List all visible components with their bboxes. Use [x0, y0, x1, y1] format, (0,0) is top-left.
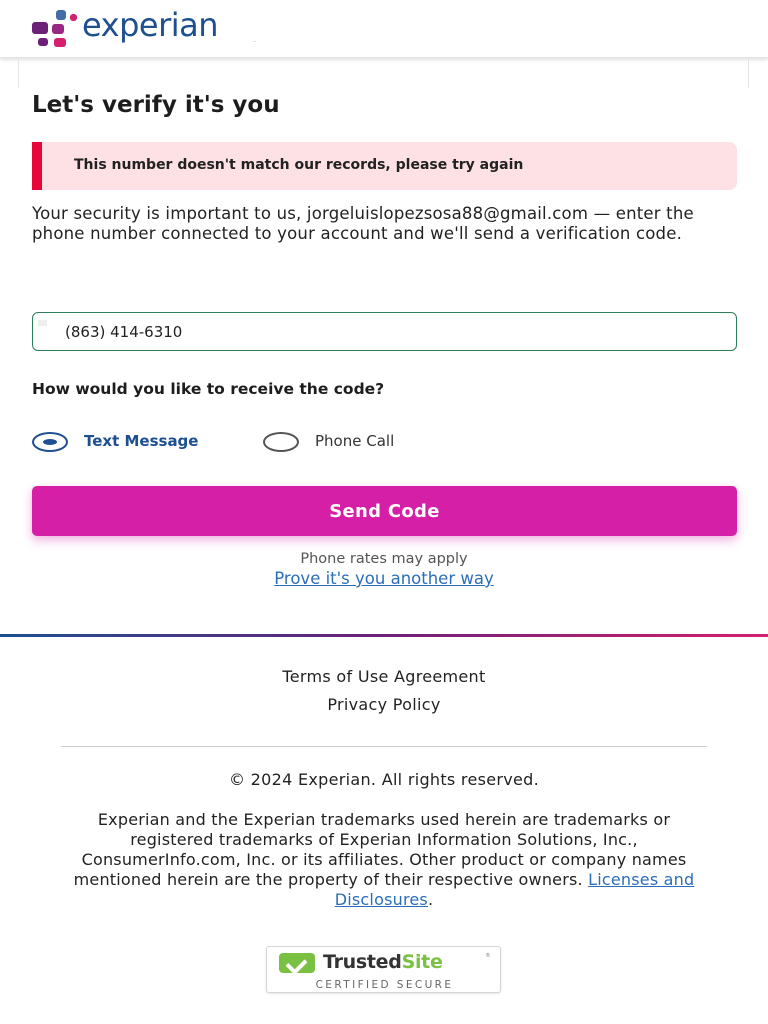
send-code-button[interactable]: Send Code [32, 486, 737, 536]
site-header [0, 0, 768, 58]
phone-rates-note: Phone rates may apply [300, 551, 468, 567]
intro-text: Your security is important to us, jorgeluislopezsosa88@gmail.com — enter the phone number connected to your account and we'll send a verification code. [32, 204, 694, 243]
trustedsite-name-part2: Site [401, 951, 443, 973]
alert-accent-bar [32, 142, 42, 190]
trustedsite-trademark: ® [486, 953, 490, 959]
trustedsite-badge[interactable] [266, 946, 501, 993]
trustedsite-name-part1: Trusted [323, 951, 402, 973]
legal-period: . [427, 890, 434, 909]
content-border-right [748, 58, 749, 88]
text-message-label[interactable]: Text Message [84, 432, 199, 450]
trustedsite-name [323, 951, 443, 973]
logo-dot [38, 38, 48, 46]
footer-divider [61, 746, 707, 747]
alternate-verification-link[interactable] [0, 569, 768, 588]
check-icon [279, 953, 315, 973]
privacy-policy-link[interactable]: Privacy Policy [327, 695, 441, 714]
logo-dot [32, 22, 48, 34]
logo-dot [52, 24, 64, 34]
content-border-left [18, 58, 19, 88]
certified-secure-label: CERTIFIED SECURE [315, 979, 454, 991]
page-title: Let's verify it's you [32, 92, 280, 118]
input-autofill-icon [38, 320, 47, 326]
logo-dot [56, 10, 66, 20]
phone-number-input[interactable] [32, 312, 737, 351]
logo-dot [54, 38, 66, 47]
text-message-radio[interactable] [32, 432, 68, 452]
terms-of-use-link[interactable]: Terms of Use Agreement [282, 667, 486, 686]
licenses-disclosures-link[interactable]: Licenses and Disclosures [334, 870, 695, 909]
experian-logo[interactable] [30, 8, 270, 52]
alert-message: This number doesn't match our records, please try again [74, 157, 524, 173]
legal-body: Experian and the Experian trademarks used herein are trademarks or registered trademarks of Experian Information Solutions, Inc., ConsumerInfo.com, Inc. or its affiliates. Other product or company names mentioned herein are the property of their respective owners. [73, 810, 687, 889]
logo-dot [70, 14, 77, 21]
legal-text [58, 810, 710, 910]
delivery-method-question: How would you like to receive the code? [32, 380, 385, 398]
phone-call-radio[interactable] [263, 432, 299, 452]
phone-call-label[interactable]: Phone Call [315, 432, 395, 450]
gradient-divider [0, 634, 768, 637]
error-alert [32, 142, 737, 190]
logo-trademark: . [254, 38, 256, 44]
logo-wordmark: experian [82, 6, 218, 44]
copyright-text: © 2024 Experian. All rights reserved. [228, 770, 540, 789]
alternate-verification-link-text[interactable]: Prove it's you another way [274, 569, 494, 588]
